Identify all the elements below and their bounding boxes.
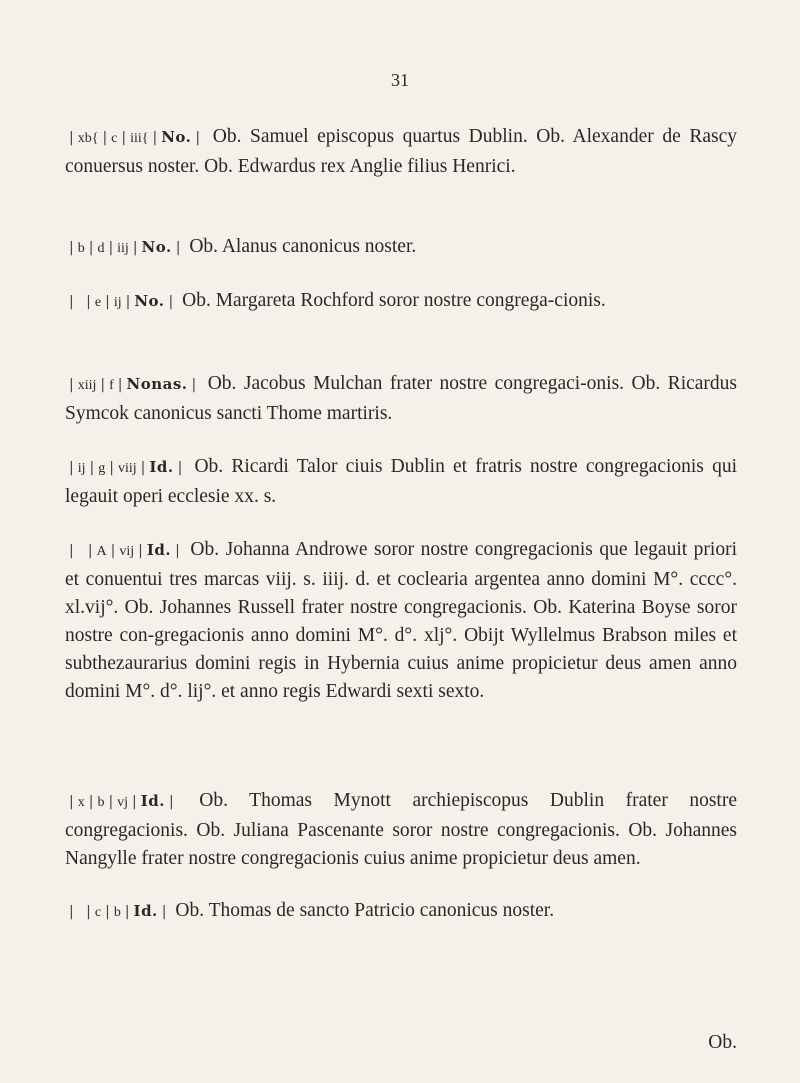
calendar-entry: | b | d | iij | No. | Ob. Alanus canonicus noster.: [69, 236, 417, 257]
calendar-term: Id.: [146, 541, 172, 559]
golden-number: b: [77, 241, 85, 256]
calendar-entry: | | e | ij | No. | Ob. Margareta Rochford soror nostre congrega-cionis.: [69, 290, 606, 311]
day-count: iij: [117, 241, 129, 256]
entry-text: Ob. Jacobus Mulchan frater nostre congregaci-onis. Ob. Ricardus Symcok canonicus sancti Thome martiris.: [65, 373, 737, 424]
golden-number: xb{: [77, 131, 99, 146]
calendar-term: Nonas.: [126, 375, 188, 393]
entry-text: Ob. Ricardi Talor ciuis Dublin et fratris nostre congregacionis qui legauit operi ecclesie xx. s.: [65, 456, 737, 507]
dominical-letter: d: [97, 241, 105, 256]
dominical-letter: c: [111, 131, 118, 146]
calendar-entry: | | c | b | Id. | Ob. Thomas de sancto Patricio canonicus noster.: [69, 900, 555, 921]
dominical-letter: g: [98, 461, 106, 476]
day-count: ij: [113, 295, 122, 310]
catchword: Ob.: [708, 1032, 737, 1053]
dominical-letter: e: [94, 295, 102, 310]
calendar-term: Id.: [149, 458, 174, 476]
day-count: vij: [119, 544, 135, 559]
day-count: vj: [117, 795, 129, 810]
day-count: iii{: [130, 131, 149, 146]
calendar-entry: | xb{ | c | iii{ | No. | Ob. Samuel episcopus quartus Dublin. Ob. Alexander de Rascy conuersus noster. Ob. Edwardus rex Anglie filius Henrici.: [65, 126, 738, 177]
golden-number: x: [77, 795, 85, 810]
calendar-term: No.: [141, 238, 172, 256]
calendar-entry: | ij | g | viij | Id. | Ob. Ricardi Talor ciuis Dublin et fratris nostre congregacionis qui legauit operi ecclesie xx. s.: [65, 456, 737, 507]
entry-text: Ob. Johanna Androwe soror nostre congregacionis que legauit priori et conuentui tres marcas viij. s. iiij. d. et coclearia argentea anno domini M°. cccc°. xl.vij°. Ob. Johannes Russell frater nostre congregacionis. Ob. Katerina Boyse soror nostre con-gregacionis anno domini M°. d°. xlj°. Obijt Wyllelmus Brabson miles et subthezaurarius domini regis in Hybernia cuius anime propicietur deus amen anno domini M°. d°. lij°. et anno regis Edwardi sexti sexto.: [65, 539, 738, 702]
entry-text: Ob. Thomas de sancto Patricio canonicus noster.: [175, 900, 555, 921]
dominical-letter: f: [109, 378, 114, 393]
dominical-letter: b: [97, 795, 105, 810]
dominical-letter: c: [94, 905, 102, 920]
day-count: b: [113, 905, 121, 920]
entry-text: Ob. Alanus canonicus noster.: [189, 236, 417, 257]
page-number: 31: [391, 70, 409, 90]
calendar-term: No.: [134, 292, 165, 310]
calendar-entry: | xiij | f | Nonas. | Ob. Jacobus Mulchan frater nostre congregaci-onis. Ob. Ricardus Symcok canonicus sancti Thome martiris.: [65, 373, 737, 424]
golden-number: ij: [77, 461, 86, 476]
calendar-term: Id.: [140, 792, 165, 810]
golden-number: xiij: [77, 378, 97, 393]
entry-text: Ob. Margareta Rochford soror nostre congrega-cionis.: [182, 290, 606, 311]
day-count: viij: [117, 461, 137, 476]
calendar-entry: | | A | vij | Id. | Ob. Johanna Androwe soror nostre congregacionis que legauit priori et conuentui tres marcas viij. s. iiij. d. et coclearia argentea anno domini M°. cccc°. xl.vij°. Ob. Johannes Russell frater nostre congregacionis. Ob. Katerina Boyse soror nostre con-gregacionis anno domini M°. d°. xlj°. Obijt Wyllelmus Brabson miles et subthezaurarius domini regis in Hybernia cuius anime propicietur deus amen anno domini M°. d°. lij°. et anno regis Edwardi sexti sexto.: [65, 539, 738, 702]
calendar-term: No.: [161, 128, 192, 146]
calendar-term: Id.: [133, 902, 158, 920]
entry-text: Ob. Thomas Mynott archiepiscopus Dublin frater nostre congregacionis. Ob. Juliana Pascenante soror nostre congregacionis. Ob. Johannes Nangylle frater nostre congregacionis cuius anime propicietur deus amen.: [65, 790, 738, 869]
calendar-entry: | x | b | vj | Id. | Ob. Thomas Mynott archiepiscopus Dublin frater nostre congregacionis. Ob. Juliana Pascenante soror nostre congregacionis. Ob. Johannes Nangylle frater nostre congregacionis cuius anime propicietur deus amen.: [65, 790, 738, 869]
entry-text: Ob. Samuel episcopus quartus Dublin. Ob. Alexander de Rascy conuersus noster. Ob. Edwardus rex Anglie filius Henrici.: [65, 126, 738, 177]
dominical-letter: A: [96, 544, 107, 559]
